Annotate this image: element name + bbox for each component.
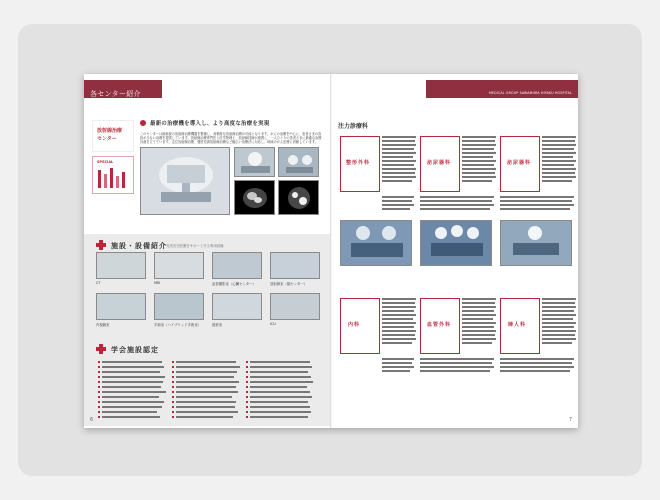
- dept-card-internal: [340, 298, 380, 354]
- left-page-number: 6: [90, 417, 94, 423]
- facility-mri-label: MRI: [154, 281, 161, 285]
- facility-grid: [96, 252, 322, 335]
- surgery-photo-3: [500, 220, 572, 266]
- scan-image-2: [278, 180, 319, 215]
- facility-icu-label: ICU: [270, 322, 276, 326]
- facility-subtitle: 充実各分医療をサポートする専用設備: [166, 244, 224, 248]
- right-page-number: 7: [568, 417, 572, 423]
- dept-top-text-lines: [382, 136, 578, 212]
- center-label-line1: 放射線治療: [97, 128, 123, 134]
- special-box: [92, 156, 134, 194]
- special-box-title: SPECIAL: [97, 160, 114, 164]
- center-label-line2: センター: [97, 136, 117, 142]
- facility-ct-photo: [96, 252, 146, 279]
- dept-bottom-text-lines: [382, 298, 578, 378]
- facility-endoscopy-label: 内視鏡室: [96, 323, 110, 327]
- facility-dialysis-label: 透析室: [212, 323, 223, 327]
- facility-angio-photo: [212, 252, 262, 279]
- brochure-spread: [84, 74, 578, 428]
- facility-dialysis-photo: [212, 293, 262, 320]
- facility-angio-label: 血管撮影室（心臓センター）: [212, 282, 256, 286]
- facility-radiation-photo: [270, 252, 320, 279]
- group-name: MEDICAL GROUP SAWAMURA HIYAKU HOSPITAL: [488, 91, 572, 95]
- academic-title: 学会施設認定: [111, 346, 159, 354]
- page-header-title: 各センター紹介: [90, 90, 141, 98]
- facility-ct-label: CT: [96, 281, 101, 285]
- machine-photo: [140, 147, 230, 215]
- dept-internal-name: 内科: [348, 322, 361, 328]
- right-page: [332, 74, 578, 428]
- surgery-photo-1: [340, 220, 412, 266]
- facility-mri-photo: [154, 252, 204, 279]
- dept-gyn-name: 婦人科: [508, 322, 527, 328]
- academic-list-placeholder: [98, 360, 318, 424]
- facility-icu-photo: [270, 293, 320, 320]
- surgery-photo-2: [420, 220, 492, 266]
- dept-card-ortho: [340, 136, 380, 192]
- treatment-photo-1: [234, 147, 275, 177]
- facility-surgery-photo: [154, 293, 204, 320]
- facility-title: 施設・設備紹介: [111, 242, 167, 250]
- center-label-box: [92, 120, 134, 152]
- facility-icon: [96, 240, 106, 250]
- group-bar: [426, 80, 578, 98]
- dept-vascular-name: 血管外科: [427, 322, 452, 328]
- dept-title: 注力診療科: [338, 123, 369, 130]
- headline: 最新の治療機を導入し、より高度な治療を実現: [150, 121, 270, 127]
- treatment-photo-2: [278, 147, 319, 177]
- brain-scan-image: [234, 180, 275, 215]
- facility-radiation-label: 放射線室（脳センター）: [270, 282, 308, 286]
- academic-icon: [96, 344, 106, 354]
- dept-uro2-name: 泌尿器科: [507, 160, 532, 166]
- facility-endoscopy-photo: [96, 293, 146, 320]
- left-page: [84, 74, 330, 428]
- dept-ortho-name: 整形外科: [346, 160, 371, 166]
- dept-uro1-name: 泌尿器科: [427, 160, 452, 166]
- facility-surgery-label: 手術室（ハイブリッド手術室）: [154, 323, 202, 327]
- special-box-chart: [96, 166, 132, 192]
- intro-text: このセンターは最新鋭の放射線治療機器を整備し、高精度な放射線治療が可能となります。がんの治療を中心に、患者さまの負担が少ない治療を提供しています。放射線治療専門医と医学物理士、放射線技師が連携し、一人ひとりの患者さまに最適な治療計画を立てています。定位放射線治療、強度変調放射線治療など幅広い治療法に対応し、地域のがん医療に貢献しています。: [140, 132, 322, 145]
- headline-icon: [140, 120, 146, 126]
- header-bar: [84, 80, 162, 98]
